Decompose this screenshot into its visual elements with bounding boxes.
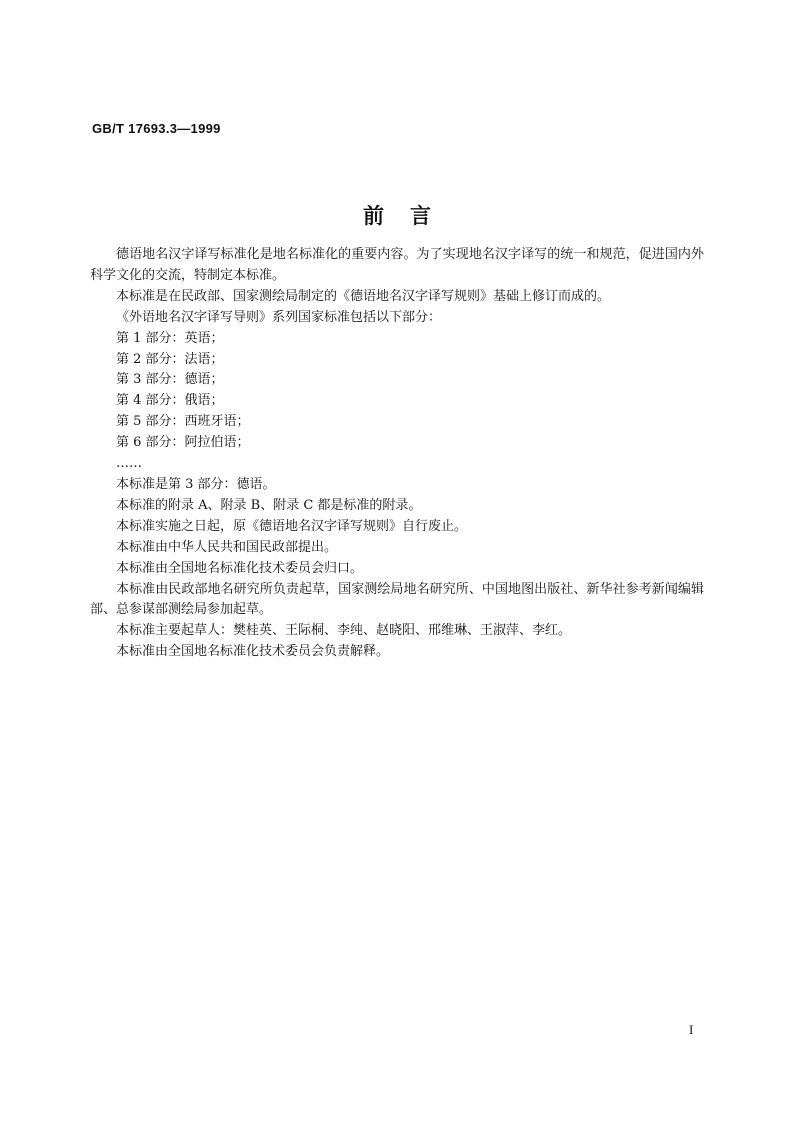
standard-number: GB/T 17693.3—1999 [92,121,221,136]
foreword-body [90,245,704,663]
paragraph: 本标准的附录 A、附录 B、附录 C 都是标准的附录。 [116,497,422,513]
list-item: 第 3 部分：德语； [116,372,224,388]
list-item: 第 4 部分：俄语； [116,393,224,409]
page-number: I [689,1022,694,1037]
paragraph: 德语地名汉字译写标准化是地名标准化的重要内容。为了实现地名汉字译写的统一和规范，促进国内外科学文化的交流，特制定本标准。 [90,247,704,283]
paragraph: 本标准由全国地名标准化技术委员会归口。 [116,560,364,576]
paragraph: 《外语地名汉字译写导则》系列国家标准包括以下部分： [116,309,442,325]
paragraph: 本标准是在民政部、国家测绘局制定的《德语地名汉字译写规则》基础上修订而成的。 [116,288,611,304]
paragraph: 本标准实施之日起，原《德语地名汉字译写规则》自行废止。 [116,518,468,534]
list-ellipsis: …… [116,456,142,472]
list-item: 第 5 部分：西班牙语； [116,414,250,430]
paragraph: 本标准由全国地名标准化技术委员会负责解释。 [116,644,390,660]
list-item: 第 6 部分：阿拉伯语； [116,435,250,451]
paragraph: 本标准由民政部地名研究所负责起草，国家测绘局地名研究所、中国地图出版社、新华社参考新闻编辑部、总参谋部测绘局参加起草。 [90,581,704,618]
paragraph: 本标准是第 3 部分：德语。 [116,476,276,492]
list-item: 第 2 部分：法语； [116,351,224,367]
list-item: 第 1 部分：英语； [116,330,224,346]
page-title: 前言 [363,204,457,228]
paragraph: 本标准由中华人民共和国民政部提出。 [116,539,338,555]
paragraph: 本标准主要起草人：樊桂英、王际桐、李纯、赵晓阳、邢维琳、王淑萍、李红。 [116,623,572,639]
